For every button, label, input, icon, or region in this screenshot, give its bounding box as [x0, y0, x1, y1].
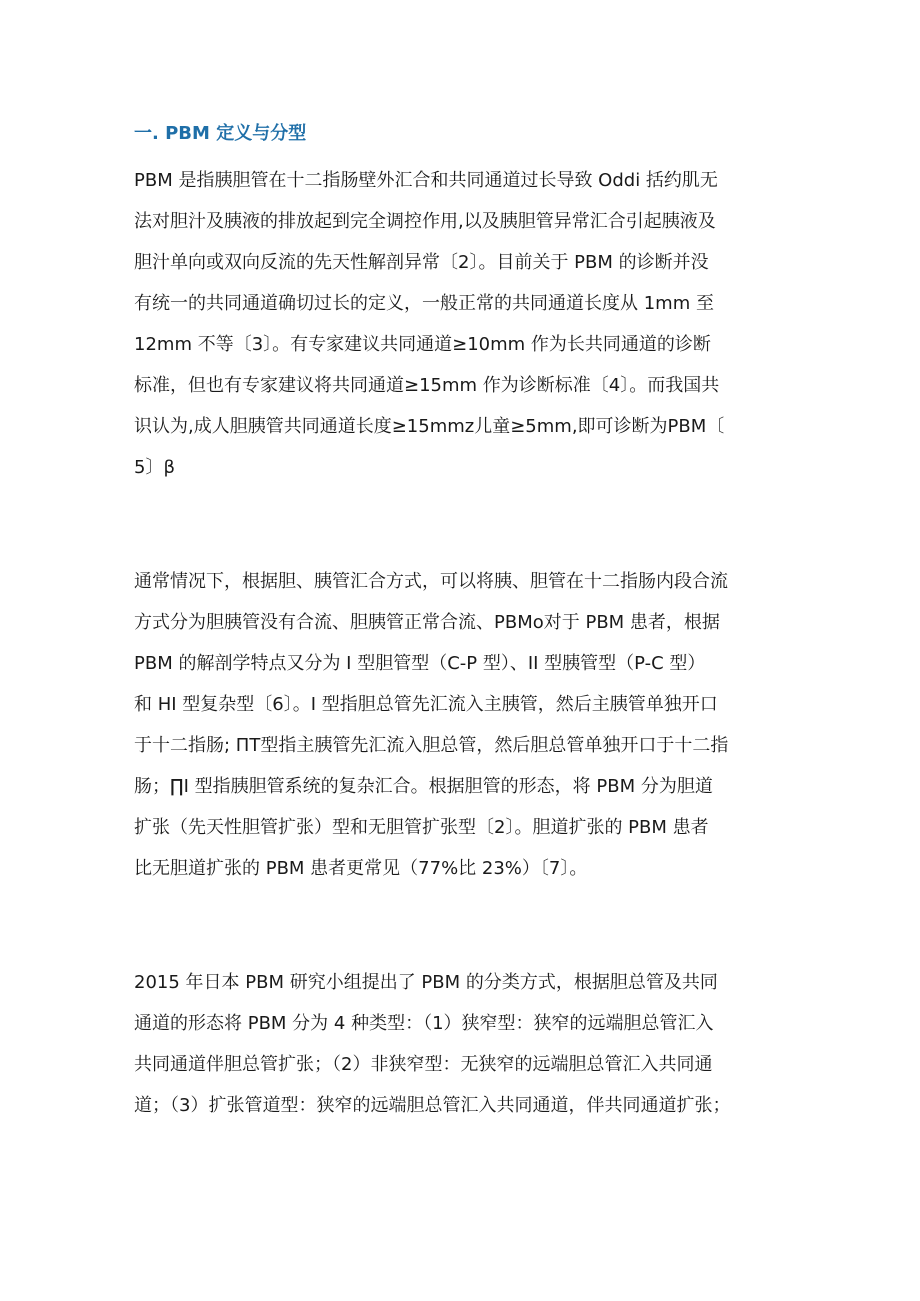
paragraph-classification: [134, 561, 794, 889]
text-line: 和 HI 型复杂型〔6〕。I 型指胆总管先汇流入主胰管，然后主胰管单独开口: [134, 694, 718, 715]
text-line: 于十二指肠; ΠT型指主胰管先汇流入胆总管，然后胆总管单独开口于十二指: [134, 735, 729, 756]
text-line: 12mm 不等〔3〕。有专家建议共同通道≥10mm 作为长共同通道的诊断: [134, 334, 711, 355]
text-line: PBM 的解剖学特点又分为 I 型胆管型（C-P 型）、II 型胰管型（P-C 型）: [134, 653, 706, 674]
text-line: 方式分为胆胰管没有合流、胆胰管正常合流、PBMo对于 PBM 患者，根据: [134, 612, 720, 633]
text-line: 共同通道伴胆总管扩张；（2）非狭窄型：无狭窄的远端胆总管汇入共同通: [134, 1054, 713, 1075]
text-line: 道；（3）扩张管道型：狭窄的远端胆总管汇入共同通道，伴共同通道扩张；: [134, 1095, 731, 1116]
text-line: 识认为,成人胆胰管共同通道长度≥15mmz儿童≥5mm,即可诊断为PBM〔: [134, 416, 725, 437]
paragraph-definition: [134, 160, 794, 488]
text-line: 通道的形态将 PBM 分为 4 种类型：（1）狭窄型：狭窄的远端胆总管汇入: [134, 1013, 714, 1034]
text-line: 2015 年日本 PBM 研究小组提出了 PBM 的分类方式，根据胆总管及共同: [134, 972, 718, 993]
text-line: 有统一的共同通道确切过长的定义，一般正常的共同通道长度从 1mm 至: [134, 293, 714, 314]
text-line: 标准，但也有专家建议将共同通道≥15mm 作为诊断标准〔4〕。而我国共: [134, 375, 720, 396]
text-line: 通常情况下，根据胆、胰管汇合方式，可以将胰、胆管在十二指肠内段合流: [134, 571, 728, 592]
paragraph-japan-classification: [134, 962, 794, 1126]
text-line: 胆汁单向或双向反流的先天性解剖异常〔2〕。目前关于 PBM 的诊断并没: [134, 252, 709, 273]
text-line: 法对胆汁及胰液的排放起到完全调控作用,以及胰胆管异常汇合引起胰液及: [134, 211, 716, 232]
text-line: 比无胆道扩张的 PBM 患者更常见（77%比 23%）〔7〕。: [134, 858, 588, 879]
text-line: PBM 是指胰胆管在十二指肠壁外汇合和共同通道过长导致 Oddi 括约肌无: [134, 170, 718, 191]
text-line: 5〕β: [134, 457, 175, 478]
section-heading: 一. PBM 定义与分型: [134, 123, 307, 144]
text-line: 肠；∏I 型指胰胆管系统的复杂汇合。根据胆管的形态，将 PBM 分为胆道: [134, 776, 713, 797]
text-line: 扩张（先天性胆管扩张）型和无胆管扩张型〔2〕。胆道扩张的 PBM 患者: [134, 817, 709, 838]
